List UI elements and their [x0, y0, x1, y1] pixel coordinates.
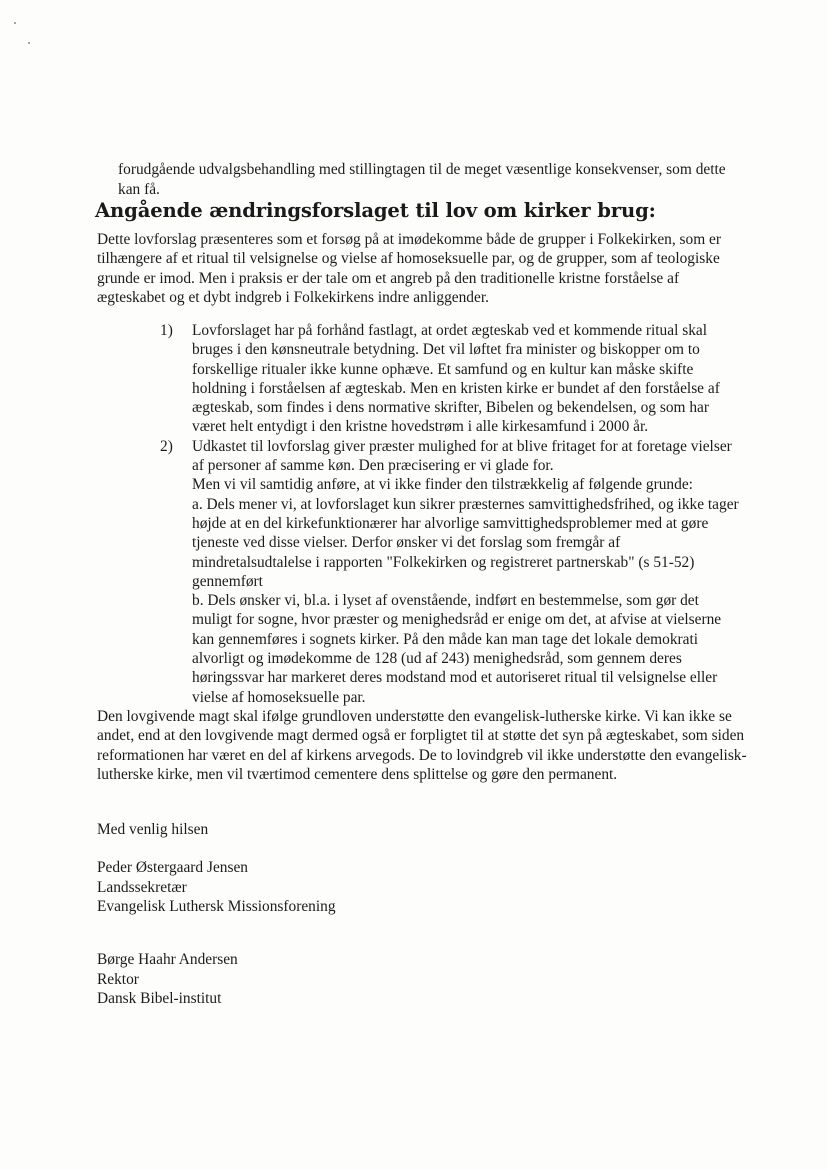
signer-title: Rektor	[97, 970, 139, 988]
intro-paragraph: forudgående udvalgsbehandling med stillingtagen til de meget væsentlige konsekvenser, som dette kan få.	[118, 161, 726, 199]
list-item-number: 1)	[160, 322, 173, 339]
sub-item-a: a. Dels mener vi, at lovforslaget kun sikrer præsternes samvittighedsfrihed, og ikke tager højde at en del kirkefunktionærer har alvorlige samvittighedsproblemer med at gøre tjeneste ved disse vielser. Derfor ønsker vi det forslag som fremgår af mindretalsudtalelse i rapporten "Folkekirken og registreret partnerskab" (s 51-52) gennemført	[192, 495, 739, 590]
list-item-text-continued: Men vi vil samtidig anføre, at vi ikke finder den tilstrækkelig af følgende grunde:	[192, 476, 693, 494]
list-item	[160, 437, 740, 707]
sub-item-b: b. Dels ønsker vi, bl.a. i lyset af ovenstående, indført en bestemmelse, som gør det muligt for sogne, hvor præster og menighedsråd er enige om det, at afvise at vielserne kan gennemføres i sognets kirker. På den måde kan man tage det lokale demokrati alvorligt og imødekomme de 128 (ud af 243) menighedsråd, som gennem deres høringssvar har markeret deres modstand mod et autoriseret ritual til velsignelse eller vielse af homoseksuelle par.	[192, 592, 722, 706]
list-item-body	[192, 437, 740, 707]
signer-organization: Evangelisk Luthersk Missionsforening	[97, 898, 336, 916]
section-heading: Angående ændringsforslaget til lov om kirker brug:	[95, 199, 656, 222]
list-item-text: Udkastet til lovforslag giver præster mulighed for at blive fritaget for at foretage vielser af personer af samme køn. Den præcisering er vi glade for.	[192, 437, 732, 475]
list-item-number: 2)	[160, 437, 173, 455]
numbered-list	[160, 321, 740, 707]
list-item	[160, 321, 740, 437]
signature-block	[97, 858, 336, 917]
paragraph-intro-proposal: Dette lovforslag præsenteres som et forsøg på at imødekomme både de grupper i Folkekirken, som er tilhængere af et ritual til velsignelse og vielse af homoseksuelle par, og de grupper, som af teologiske grunde er imod. Men i praksis er der tale om et angreb på den traditionelle kristne forståelse af ægteskabet og et dybt indgreb i Folkekirkens indre anliggender.	[97, 231, 722, 306]
signer-name: Peder Østergaard Jensen	[97, 859, 249, 876]
signer-title: Landssekretær	[97, 878, 187, 896]
closing-greeting: Med venlig hilsen	[97, 821, 209, 838]
paragraph-conclusion: Den lovgivende magt skal ifølge grundloven understøtte den evangelisk-lutherske kirke. Vi kan ikke se andet, end at den lovgivende magt dermed også er forpligtet til at støtte det syn på ægteskabet, som siden reformationen har været en del af kirkens arvegods. De to lovindgreb vil ikke understøtte den evangelisk-lutherske kirke, men vil tværtimod cementere dens splittelse og gøre den permanent.	[97, 708, 747, 783]
signer-name: Børge Haahr Andersen	[97, 951, 238, 968]
list-item-text: Lovforslaget har på forhånd fastlagt, at ordet ægteskab ved et kommende ritual skal bruges i den kønsneutrale betydning. Det vil løftet fra minister og biskopper om to forskellige ritualer ikke kunne ophæve. Et samfund og en kultur kan måske skifte holdning i forståelsen af ægteskab. Men en kristen kirke er bundet af den forståelse af ægteskab, som findes i dens normative skrifter, Bibelen og bekendelsen, og som har været helt entydigt i den kristne hovedstrøm i alle kirkesamfund i 2000 år.	[192, 322, 720, 436]
signature-block	[97, 950, 238, 1009]
signer-organization: Dansk Bibel-institut	[97, 990, 222, 1008]
